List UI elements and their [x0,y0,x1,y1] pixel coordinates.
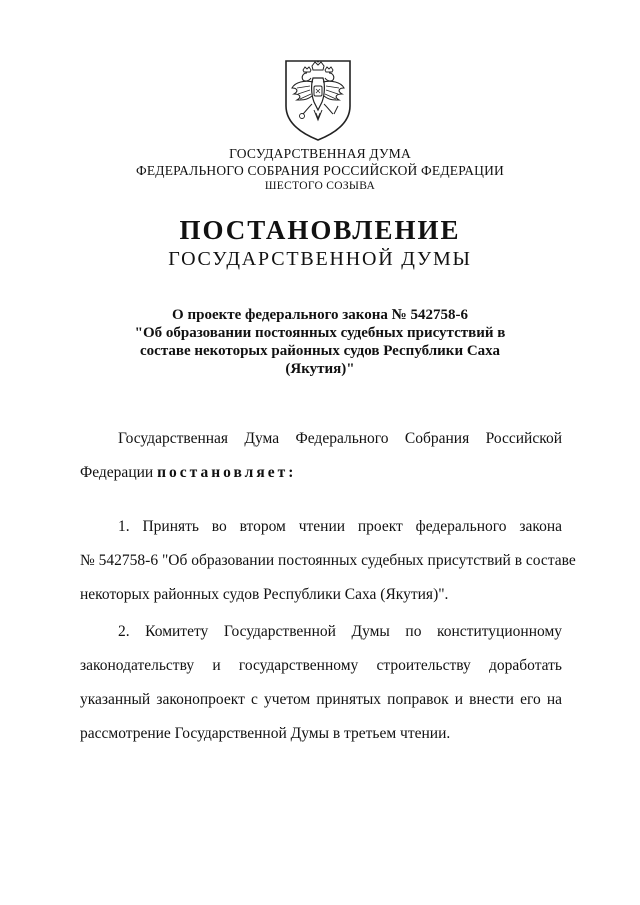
document-type-title: ПОСТАНОВЛЕНИЕ [179,215,461,245]
preamble-paragraph [80,422,562,490]
paragraph-line: Государственная Дума Федерального Собрания Российской [118,430,562,447]
paragraph-line: законодательству и государственному строительству доработать [80,657,562,674]
document-issuer: ГОСУДАРСТВЕННОЙ ДУМЫ [168,248,472,270]
resolution-item-2 [80,615,562,751]
subject-line: (Якутия)" [285,361,355,377]
paragraph-line: указанный законопроект с учетом принятых поправок и внести его на [80,691,562,708]
header-federal-assembly: ФЕДЕРАЛЬНОГО СОБРАНИЯ РОССИЙСКОЙ ФЕДЕРАЦИИ [136,163,504,178]
resolution-item-1 [80,510,576,612]
paragraph-line: № 542758-6 "Об образовании постоянных судебных присутствий в составе [80,552,576,569]
subject-line: "Об образовании постоянных судебных присутствий в [134,325,506,341]
subject-line: составе некоторых районных судов Республики Саха [140,343,500,359]
header-convocation: ШЕСТОГО СОЗЫВА [264,180,376,192]
resolves-keyword: постановляет: [157,464,297,481]
paragraph-line: некоторых районных судов Республики Саха (Якутия)". [80,586,449,603]
paragraph-line: 1. Принять во втором чтении проект федерального закона [118,518,562,535]
document-subject [120,306,520,378]
preamble-text: Федерации [80,464,158,481]
paragraph-line: рассмотрение Государственной Думы в третьем чтении. [80,725,451,742]
state-emblem-icon [283,58,353,142]
paragraph-line [80,456,562,490]
paragraph-line: 2. Комитету Государственной Думы по конституционному [118,623,562,640]
header-duma: ГОСУДАРСТВЕННАЯ ДУМА [229,146,411,161]
subject-line: О проекте федерального закона № 542758-6 [172,307,468,323]
